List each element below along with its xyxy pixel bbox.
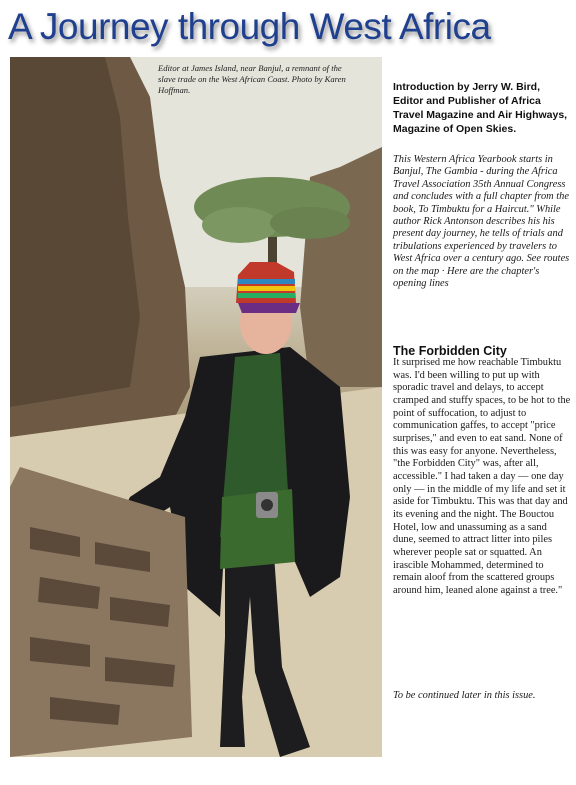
continuation-note: To be continued later in this issue. [393, 690, 536, 701]
section-heading: The Forbidden City [393, 344, 507, 358]
article-body: It surprised me how reachable Timbuktu was. I'd been willing to put up with sporadic travel and delays, to accept cramped and stuffy spaces, to be hot to the point of suffocation, to adjust to communication gaffes, to accept "price surprises," and even to eat sand. None of this was easy for anyone. Nevertheless, "the Forbidden City" was, after all, accessible." I had taken a day — one day only — in the middle of my life and set it aside for Timbuktu. This was that day and its evening and the night. The Bouctou Hotel, low and unassuming as a sand dune, seemed to attract litter into piles wherever people sat or squatted. An irascible Mohammed, determined to remain aloof from the scattered groups around him, leaned alone against a tree." [393, 357, 571, 596]
intro-byline: Introduction by Jerry W. Bird, Editor and Publisher of Africa Travel Magazine and Air Highways, Magazine of Open Skies. [393, 81, 568, 135]
photo-illustration [10, 57, 382, 757]
photo-caption: Editor at James Island, near Banjul, a remnant of the slave trade on the West African Coast. Photo by Karen Hoffman. [158, 63, 346, 95]
page-title: A Journey through West Africa [8, 6, 491, 47]
article-summary: This Western Africa Yearbook starts in Banjul, The Gambia - during the Africa Travel Association 35th Annual Congress and concludes with a full chapter from the book, To Timbuktu for a Haircut." While author Rick Antonson describes his his present day journey, he tells of trials and tribulations experienced by travelers to West Africa over a century ago. See routes on the map · Here are the chapter's opening lines [393, 154, 570, 290]
editor-photo [10, 57, 382, 757]
